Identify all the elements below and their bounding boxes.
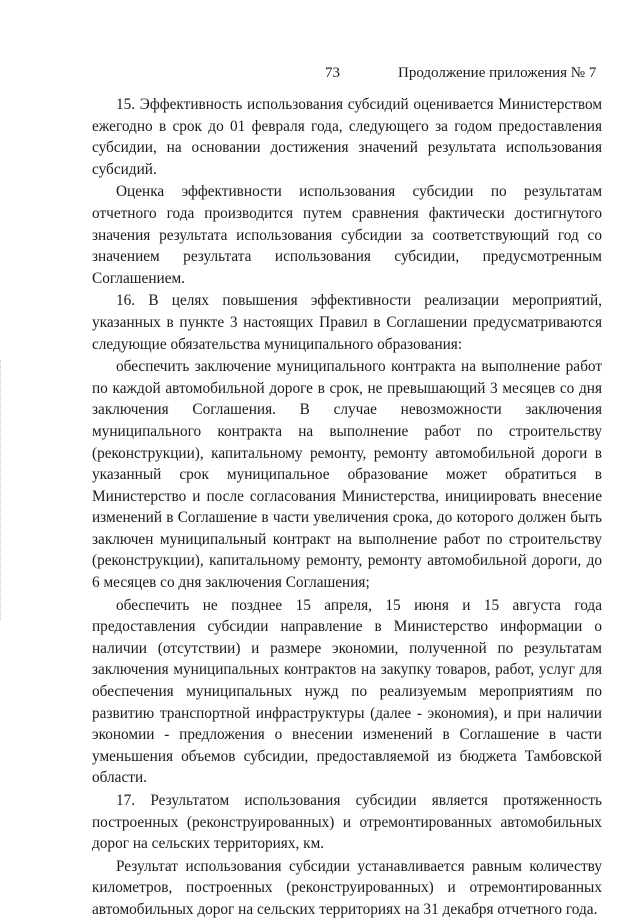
paragraph-result-value: Результат использования субсидии устанавливается равным количеству километров, построенных (реконструированных) и отремонтированных автомобильных дорог на сельских территориях на 31 декабря отчетного года. — [92, 857, 602, 918]
paragraph-17-result: 17. Результатом использования субсидии является протяженность построенных (реконструированных) и отремонтированных автомобильных дорог на сельских территориях, км. — [92, 792, 602, 853]
paragraph-15-efficiency-assessment: 15. Эффективность использования субсидий оценивается Министерством ежегодно в срок до 01 февраля года, следующего за годом предоставления субсидии, на основании достижения значений результата использования субсидий. — [92, 96, 602, 178]
paragraph-contract-obligation: обеспечить заключение муниципального контракта на выполнение работ по каждой автомобильной дороге в срок, не превышающий 3 месяцев со дня заключения Соглашения. В случае невозможности заключения муниципального контракта на выполнение работ по строительству (реконструкции), капитальному ремонту, ремонту автомобильной дороги в указанный срок муниципальное образование может обратиться в Министерство и после согласования Министерства, инициировать внесение изменений в Соглашение в части увеличения срока, до которого должен быть заключен муниципальный контракт на выполнение работ по строительству (реконструкции), капитальному ремонту, ремонту автомобильной дороги, до 6 месяцев со дня заключения Соглашения; — [92, 358, 602, 592]
paragraph-efficiency-evaluation: Оценка эффективности использования субсидии по результатам отчетного года производится путем сравнения фактически достигнутого значения результата использования субсидии за соответствующий год со значением результата использования субсидии, предусмотренным Соглашением. — [92, 183, 602, 287]
appendix-continuation-note: Продолжение приложения № 7 — [398, 65, 597, 81]
page-number: 73 — [325, 65, 340, 81]
paragraph-16-obligations: 16. В целях повышения эффективности реализации мероприятий, указанных в пункте 3 настоящих Правил в Соглашении предусматриваются следующие обязательства муниципального образования: — [92, 292, 602, 353]
paragraph-savings-obligation: обеспечить не позднее 15 апреля, 15 июня и 15 августа года предоставления субсидии направление в Министерство информации о наличии (отсутствии) и размере экономии, полученной по результатам заключения муниципальных контрактов на закупку товаров, работ, услуг для обеспечения муниципальных нужд по реализуемым мероприятиям по развитию транспортной инфраструктуры (далее - экономия), и при наличии экономии - предложения о внесении изменений в Соглашение в части уменьшения объемов субсидии, предоставляемой из бюджета Тамбовской области. — [92, 596, 602, 787]
document-body — [92, 94, 602, 921]
page-header — [0, 62, 640, 84]
scan-edge-mark — [0, 360, 4, 620]
